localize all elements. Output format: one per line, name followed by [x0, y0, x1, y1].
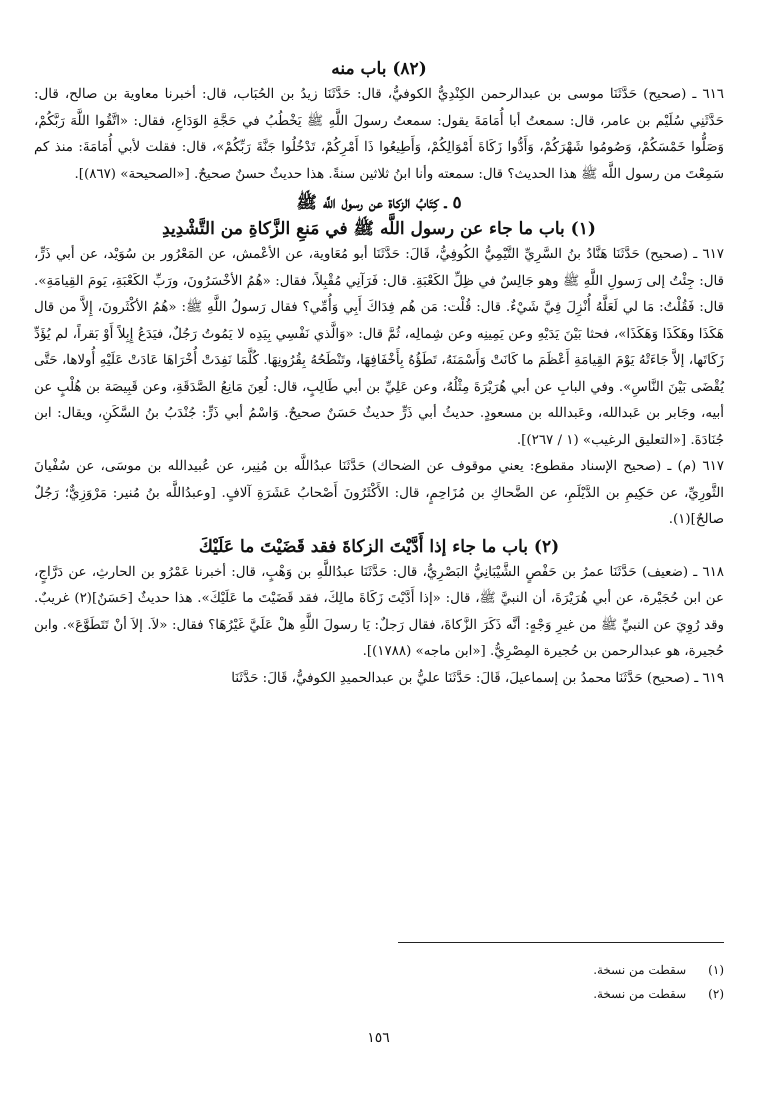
- footnote-2: [34, 982, 724, 1006]
- footnote-text: سقطت من نسخة.: [593, 987, 687, 1001]
- footnote-number: (١): [708, 963, 724, 977]
- footnote-1: [34, 958, 724, 982]
- hadith-617: ٦١٧ ـ (صحيح) حَدَّثَنَا هَنَّادُ بنُ السَّرِيِّ التَّيْمِيُّ الكُوفِيُّ، قَالَ: حَدَّثَنَا أبو مُعَاوية، عن الأعْمش، عن المَعْرُور بن سُوَيْد، عن أبي ذَرٍّ، قال: جِئْتُ إلى رَسولِ اللَّهِ ﷺ وهو جَالِسٌ في ظِلِّ الكَعْبَةِ. قال: فَرَآنِي مُقْبِلاً، فقال: «هُمُ الأخْسَرُونَ، ورَبِّ الكَعْبَةِ، يَومَ القِيامَةِ». قال: فَقُلْتُ: مَا لي لَعَلَّهُ أُنْزِلَ فِيَّ شَيْءٌ. قال: قُلْت: مَن هُم فِدَاكَ أَبِي وَأُمِّي؟ فقال رَسولُ اللَّهِ ﷺ: «هُمُ الأكْثَرونَ، إِلاَّ من قال هَكَذَا وهَكَذَا وَهَكَذَا»، فحثا بَيْنَ يَدَيْهِ وعن يَمِينِه وعن شِمالِه، ثُمَّ قال: «وَالَّذي نَفْسِي بِيَدِه لا يَمُوتُ رَجُلٌ، فيَدَعُ إِبِلاً أَوْ بَقراً، لم يُؤَدِّ زَكَاتَها، إلاَّ جَاءَتْهُ يَوْمَ القِيامَةِ أَعْظَمَ ما كَانَتْ وَأَسْمَنَهُ، تَطَؤُهُ بِأَخْفَافِهَا، وتَنْطَحُهُ بِقُرُونِهَا. كُلَّمَا نَفِدَتْ أُخْرَاهَا عَادَتْ عَلَيْهِ أُولاها، حَتَّى يُقْضَى بَيْنَ النَّاسِ». وفي البابِ عن أبي هُرَيْرَةَ مِثْلُهُ، وعن عَلِيِّ بن أبي طَالِبٍ، قال: لُعِنَ مَانِعُ الصَّدَقَةِ، وعن قَبِيصَة بن هُلْبٍ عن أبيه، وجَابر بن عَبدالله، وعَبدالله بن مسعودٍ. حديثُ أبي ذَرٍّ حديثٌ حَسَنٌ صحيحٌ. وَاسْمُ أبي ذَرٍّ: جُنْدَبُ بنُ السَّكَنِ، ويقال: ابن جُنَادَةَ. [«التعليق الرغيب» (١ / ٢٦٧)].: [34, 247, 724, 448]
- chapter-heading-1: (١) باب ما جاء عن رسول اللَّه ﷺ في مَنعِ الزَّكاةِ من التَّشْدِيدِ: [162, 219, 596, 239]
- footnote-text: سقطت من نسخة.: [593, 963, 687, 977]
- page-body: [34, 56, 724, 692]
- hadith-617-m: ٦١٧ (م) ـ (صحيح الإسناد مقطوع: يعني موقوف عن الضحاك) حَدَّثَنَا عبدُاللَّه بن مُنِير، عن عُبيدالله بن موسَى، عن سُفْيانَ الثَّورِيِّ، عن حَكِيمِ بن الدَّيْلَمِ، عن الضَّحاكِ بن مُزَاحِمٍ، قال: الأَكْثَرُونَ أَصْحابُ عَشَرَةِ آلافٍ. [وعبدُاللَّه بنُ مُنير: مَرْوَزِيٌّ؛ رَجُلٌ صالحٌ](١).: [34, 459, 724, 527]
- hadith-618: ٦١٨ ـ (ضعيف) حَدَّثَنَا عمرُ بن حَفْصٍ الشَّيْبَانِيُّ البَصْرِيُّ، قال: حَدَّثَنَا عبدُاللَّهِ بن وَهْبٍ، قال: أخبرنا عَمْرُو بن الحارثِ، عن دَرَّاجٍ، عن ابن حُجَيْرة، عن أبي هُرَيْرَةَ، أن النبيَّ ﷺ، قال: «إذا أَدَّيْتَ زَكَاةَ مالِكَ، فقد قَضَيْتَ ما عَلَيْكَ». هذا حديثٌ [حَسَنٌ](٢) غريبٌ. وقد رُوِيَ عن النبيِّ ﷺ من غيرِ وَجْهٍ: أنَّه ذَكَرَ الزَّكاةَ، فقال رَجلٌ: يَا رسولَ اللَّهِ هلْ عَلَيَّ غَيْرُهَا؟ فقال: «لاَ. إلاَ أنْ تَتَطَوَّعَ». وابن حُجيرة، هو عبدالرحمن بن حُجيرة المِصْرِيُّ. [«ابن ماجه» (١٧٨٨)].: [34, 564, 724, 659]
- footnotes: [34, 958, 724, 1006]
- hadith-616: ٦١٦ ـ (صحيح) حَدَّثَنَا موسى بن عبدالرحمن الكِنْدِيُّ الكوفيُّ، قال: حَدَّثَنَا زيدُ بن الحُبَاب، قال: أخبرنا معاوية بن صالح، قال: حَدَّثَنِي سُلَيْم بن عامر، قال: سمعتُ أبا أُمَامَةَ يقول: سمعتُ رسولَ اللَّهِ ﷺ يَخْطُبُ في حَجَّةِ الوَدَاعِ، فقال: «اتَّقُوا اللَّهَ رَبَّكُمْ، وَصَلُّوا خَمْسَكُمْ، وَصُومُوا شَهْرَكُمْ، وَأَدُّوا زَكَاةَ أَمْوَالِكُمْ، وَأَطِيعُوا ذَا أَمْرِكُمْ، تَدْخُلُوا جَنَّةَ رَبِّكُمْ»، قال: فقلت لأبي أُمَامَةَ: منذ كم سَمِعْتَ من رسول اللَّه ﷺ هذا الحديث؟ قال: سمعته وأنا ابنُ ثلاثين سنةً. هذا حديثٌ حسنٌ صحيحٌ. [«الصحيحة» (٨٦٧)].: [34, 87, 724, 182]
- footnote-divider: [398, 942, 724, 943]
- footnote-number: (٢): [708, 987, 724, 1001]
- page-number: ١٥٦: [367, 1030, 390, 1046]
- book-title: ٥ ـ كِتَابُ الزكاة عن رسول اللَّه ﷺ: [296, 193, 462, 213]
- chapter-heading-82: (٨٢) باب منه: [331, 59, 427, 79]
- chapter-heading-2: (٢) باب ما جاء إذا أَدَّيْتَ الزكاةَ فقد قَضَيْتَ ما عَلَيْكَ: [198, 536, 560, 557]
- hadith-619: ٦١٩ ـ (صحيح) حَدَّثَنَا محمدُ بن إسماعيلَ، قَالَ: حَدَّثَنَا عليُّ بن عبدالحميدِ الكوفيُّ، قَالَ: حَدَّثَنَا: [231, 670, 724, 686]
